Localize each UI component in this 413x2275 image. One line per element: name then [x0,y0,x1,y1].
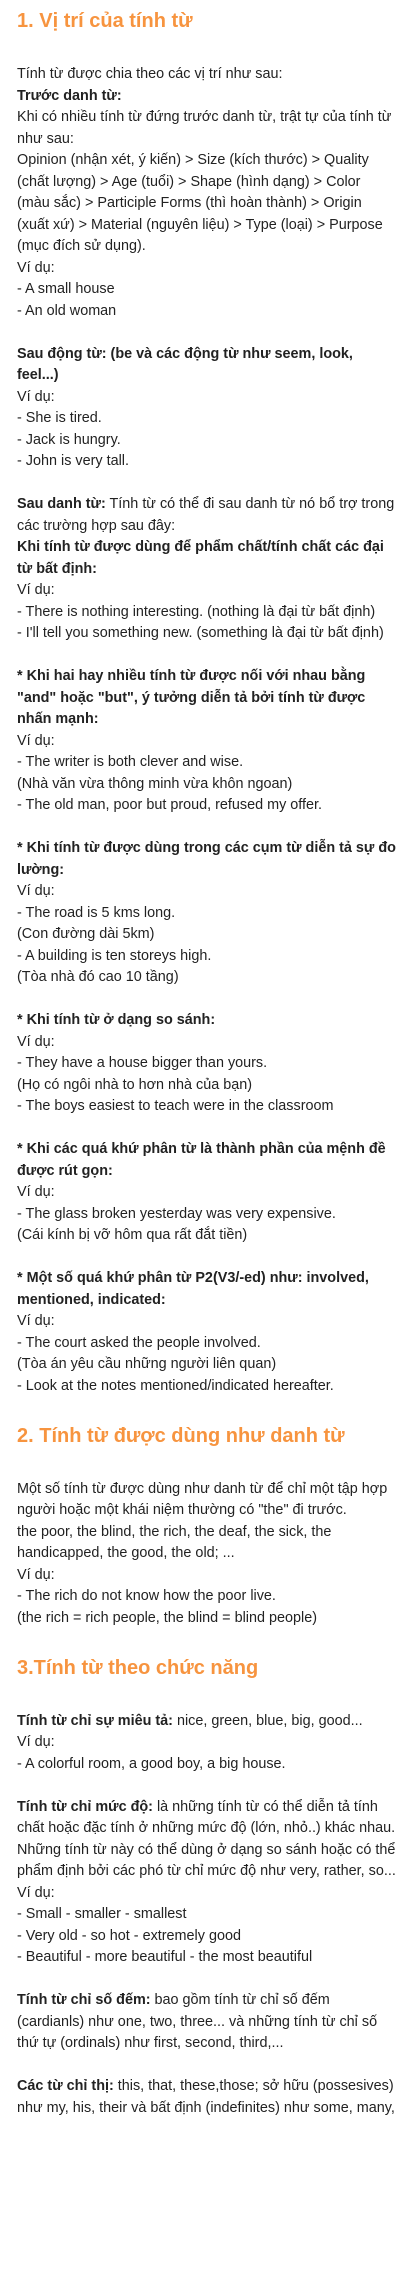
text-line [17,430,396,452]
text-line [17,107,396,150]
bold-label: * Khi hai hay nhiều tính từ được nối với nhau bằng "and" hoặc "but", ý tưởng diễn tả bởi tính từ được nhấn mạnh: [17,668,366,727]
text-line [17,1268,396,1311]
text-line [17,1732,396,1754]
paragraph [17,1990,396,2055]
line-text: Ví dụ: [17,883,55,899]
line-text: - Beautiful - more beautiful - the most beautiful [17,1949,313,1965]
text-line [17,1139,396,1182]
text-line [17,451,396,473]
line-text: bao gồm tính từ chỉ số đếm (cardianls) như one, two, three... và những tính từ chỉ số thứ tự (ordinals) như first, second, third,... [17,1992,378,2051]
text-line [17,1311,396,1333]
spacer [17,817,396,839]
text-line [17,279,396,301]
text-line [17,1096,396,1118]
paragraph [17,1797,396,1969]
text-line [17,387,396,409]
paragraph [17,64,396,322]
text-line [17,1376,396,1398]
text-line [17,838,396,881]
text-line [17,1225,396,1247]
text-line [17,344,396,387]
paragraph [17,1139,396,1247]
bold-label: Các từ chỉ thị: [17,2078,114,2094]
bold-label: Khi tính từ được dùng để phẩm chất/tính chất các đại từ bất định: [17,539,384,577]
line-text: (the rich = rich people, the blind = blind people) [17,1609,317,1626]
text-line [17,924,396,946]
text-line [17,1182,396,1204]
bold-label: * Khi tính từ được dùng trong các cụm từ diễn tả sự đo lường: [17,840,396,878]
text-line [17,666,396,731]
text-line [17,1565,396,1587]
text-line [17,494,396,537]
spacer [17,1247,396,1269]
bold-label: * Khi tính từ ở dạng so sánh: [17,1012,216,1028]
spacer [17,989,396,1011]
line-text: - An old woman [17,302,117,319]
text-line [17,903,396,925]
line-text: - The rich do not know how the poor live. [17,1588,276,1604]
paragraph [17,494,396,645]
text-line [17,731,396,753]
bold-label: Tính từ chỉ mức độ: [17,1798,153,1815]
text-line [17,1204,396,1226]
spacer [17,1681,396,1711]
line-text: - She is tired. [17,410,102,426]
line-text: (Cái kính bị vỡ hôm qua rất đắt tiền) [17,1227,248,1243]
line-text: (Con đường dài 5km) [17,926,155,942]
line-text: Ví dụ: [17,1734,55,1750]
line-text: - The boys easiest to teach were in the classroom [17,1098,334,1114]
line-text: the poor, the blind, the rich, the deaf, the sick, the handicapped, the good, the old; ... [17,1523,332,1561]
line-text: Ví dụ: [17,732,55,749]
line-text: - I'll tell you something new. (something là đại từ bất định) [17,625,384,641]
text-line [17,1904,396,1926]
text-line [17,946,396,968]
text-line [17,1926,396,1948]
line-text: là những tính từ có thể diễn tả tính chất hoặc đặc tính ở những mức độ (lớn, nhỏ..) khác nhau. Những tính từ này có thể dùng ở dạng so sánh hoặc có thể phẩm định bởi các phó từ chỉ mức độ như very, rather, so... [17,1798,396,1879]
line-text: - John is very tall. [17,453,129,469]
text-line [17,1053,396,1075]
text-line [17,1586,396,1608]
line-text: Ví dụ: [17,388,55,405]
spacer [17,1969,396,1991]
line-text: - Very old - so hot - extremely good [17,1927,241,1944]
text-line [17,2076,396,2119]
text-line [17,602,396,624]
text-line [17,408,396,430]
text-line [17,795,396,817]
line-text: Ví dụ: [17,1884,55,1901]
section-heading: 3.Tính từ theo chức năng [17,1656,259,1679]
line-text: - A colorful room, a good boy, a big house. [17,1755,286,1772]
line-text: (Họ có ngôi nhà to hơn nhà của bạn) [17,1076,253,1093]
bold-label: Trước danh từ: [17,87,122,104]
spacer [17,1397,396,1419]
text-line [17,537,396,580]
text-line [17,1479,396,1522]
line-text: - Small - smaller - smallest [17,1906,187,1922]
text-line [17,1354,396,1376]
line-text: Tính từ được chia theo các vị trí như sau: [17,66,283,82]
paragraph [17,1010,396,1118]
line-text: (Tòa nhà đó cao 10 tầng) [17,969,179,985]
paragraph [17,1268,396,1397]
line-text: Opinion (nhận xét, ý kiến) > Size (kích thước) > Quality (chất lượng) > Age (tuổi) > Shape (hình dạng) > Color (màu sắc) > Participle Forms (thì hoàn thành) > Origin (xuất xứ) > Material (nguyên liệu) > Type (loại) > Purpose (mục đích sử dụng). [17,152,383,254]
spacer [17,645,396,667]
line-text: (Nhà văn vừa thông minh vừa khôn ngoan) [17,775,293,792]
bold-label: Sau động từ: (be và các động từ như seem, look, feel...) [17,345,353,383]
text-line [17,1797,396,1883]
text-line [17,1608,396,1630]
spacer [17,1449,396,1479]
line-text: Tính từ có thể đi sau danh từ nó bổ trợ trong các trường hợp sau đây: [17,496,395,534]
text-line [17,1010,396,1032]
text-line [17,1754,396,1776]
paragraph [17,838,396,989]
spacer [17,322,396,344]
spacer [17,2055,396,2077]
text-line [17,1883,396,1905]
line-text: nice, green, blue, big, good... [172,1712,363,1729]
paragraph [17,1479,396,1630]
text-line [17,1333,396,1355]
bold-label: Tính từ chỉ sự miêu tả: [17,1712,173,1729]
text-line [17,752,396,774]
line-text: (Tòa án yêu cầu những người liên quan) [17,1356,277,1372]
line-text: - A building is ten storeys high. [17,947,212,964]
line-text: Ví dụ: [17,582,55,598]
line-text: - The old man, poor but proud, refused my offer. [17,797,323,813]
text-line [17,774,396,796]
line-text: Ví dụ: [17,1184,55,1200]
text-line [17,86,396,108]
bold-label: * Một số quá khứ phân từ P2(V3/-ed) như: involved, mentioned, indicated: [17,1270,369,1308]
section-heading: 1. Vị trí của tính từ [17,10,193,32]
text-line [17,301,396,323]
text-line [17,1075,396,1097]
line-text: - The writer is both clever and wise. [17,754,244,770]
line-text: - Jack is hungry. [17,431,121,448]
line-text: - Look at the notes mentioned/indicated hereafter. [17,1377,334,1394]
line-text: - They have a house bigger than yours. [17,1055,268,1071]
spacer [17,1629,396,1651]
text-line [17,1990,396,2055]
text-line [17,64,396,86]
line-text: Ví dụ: [17,1566,55,1583]
text-line [17,623,396,645]
section-heading: 2. Tính từ được dùng như danh từ [17,1424,345,1447]
text-line [17,1947,396,1969]
line-text: - A small house [17,281,115,297]
line-text: Ví dụ: [17,1033,55,1050]
bold-label: * Khi các quá khứ phân từ là thành phần của mệnh đề được rút gọn: [17,1141,386,1179]
line-text: this, that, these,those; sở hữu (possesives) như my, his, their và bất định (indefinites) như some, many, [17,2078,395,2116]
line-text: - There is nothing interesting. (nothing là đại từ bất định) [17,603,376,620]
line-text: Một số tính từ được dùng như danh từ để chỉ một tập hợp người hoặc một khái niệm thường có "the" đi trước. [17,1480,388,1518]
text-line [17,150,396,258]
text-line [17,1711,396,1733]
text-line [17,258,396,280]
line-text: - The glass broken yesterday was very expensive. [17,1205,336,1222]
text-line [17,580,396,602]
text-line [17,1032,396,1054]
bold-label: Tính từ chỉ số đếm: [17,1992,151,2008]
paragraph [17,1711,396,1776]
line-text: Khi có nhiều tính từ đứng trước danh từ, trật tự của tính từ như sau: [17,109,392,147]
line-text: - The court asked the people involved. [17,1334,261,1351]
bold-label: Sau danh từ: [17,496,106,512]
paragraph [17,666,396,817]
line-text: Ví dụ: [17,259,55,276]
line-text: - The road is 5 kms long. [17,904,176,921]
spacer [17,34,396,64]
line-text: Ví dụ: [17,1313,55,1329]
text-line [17,881,396,903]
spacer [17,1118,396,1140]
paragraph [17,2076,396,2119]
spacer [17,1775,396,1797]
text-line [17,1522,396,1565]
text-line [17,967,396,989]
paragraph [17,344,396,473]
spacer [17,473,396,495]
